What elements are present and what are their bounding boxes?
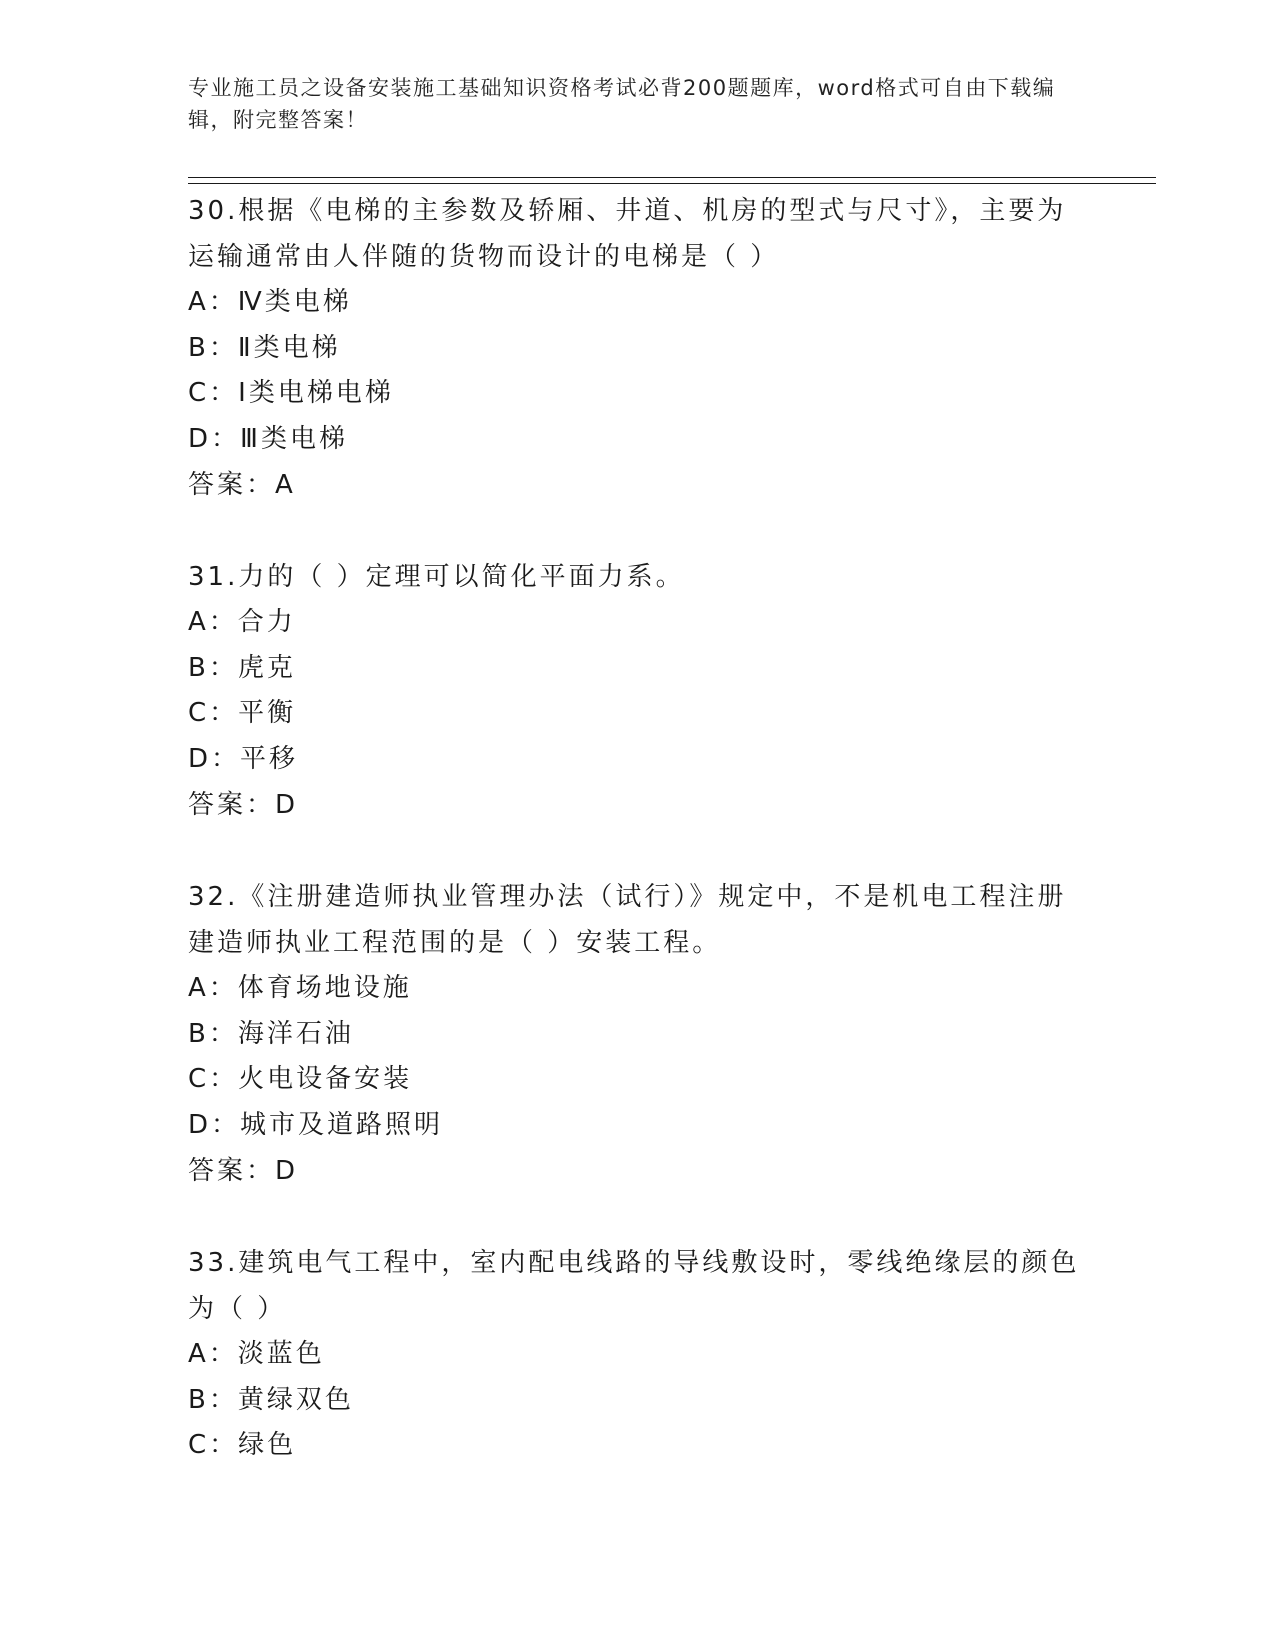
option-b: B：Ⅱ类电梯 bbox=[188, 332, 341, 363]
option-a: A：Ⅳ类电梯 bbox=[188, 287, 352, 317]
option-d: D：平移 bbox=[188, 743, 299, 774]
question-stem: 32.《注册建造师执业管理办法（试行）》规定中，不是机电工程注册建造师执业工程范围的是（ ）安装工程。 bbox=[188, 882, 1067, 958]
answer-line: 答案：A bbox=[188, 470, 296, 500]
option-c: C：平衡 bbox=[188, 698, 297, 728]
question-stem: 30.根据《电梯的主参数及轿厢、井道、机房的型式与尺寸》，主要为运输通常由人伴随的货物而设计的电梯是（ ） bbox=[188, 196, 1067, 272]
option-c: C：绿色 bbox=[188, 1430, 297, 1460]
option-b: B：海洋石油 bbox=[188, 1018, 354, 1049]
answer-line: 答案：D bbox=[188, 1156, 299, 1186]
question-stem: 31.力的（ ）定理可以简化平面力系。 bbox=[188, 562, 685, 592]
question-33 bbox=[188, 1240, 1088, 1469]
question-31 bbox=[188, 554, 1088, 828]
option-c: C：火电设备安装 bbox=[188, 1064, 413, 1094]
option-b: B：黄绿双色 bbox=[188, 1384, 354, 1415]
header-rule-top bbox=[188, 177, 1156, 178]
question-list bbox=[188, 188, 1088, 1515]
question-32 bbox=[188, 874, 1088, 1194]
option-b: B：虎克 bbox=[188, 652, 296, 683]
option-d: D：城市及道路照明 bbox=[188, 1109, 444, 1140]
question-30 bbox=[188, 188, 1088, 508]
option-a: A：淡蓝色 bbox=[188, 1339, 325, 1369]
header-rule-bottom bbox=[188, 183, 1156, 184]
document-header: 专业施工员之设备安装施工基础知识资格考试必背200题题库，word格式可自由下载编辑，附完整答案！ bbox=[188, 76, 1056, 132]
question-stem: 33.建筑电气工程中，室内配电线路的导线敷设时，零线绝缘层的颜色为（ ） bbox=[188, 1248, 1080, 1324]
option-a: A：合力 bbox=[188, 607, 296, 637]
option-a: A：体育场地设施 bbox=[188, 973, 412, 1003]
option-d: D：Ⅲ类电梯 bbox=[188, 423, 348, 454]
answer-line: 答案：D bbox=[188, 790, 299, 820]
option-c: C：Ⅰ类电梯电梯 bbox=[188, 378, 394, 408]
